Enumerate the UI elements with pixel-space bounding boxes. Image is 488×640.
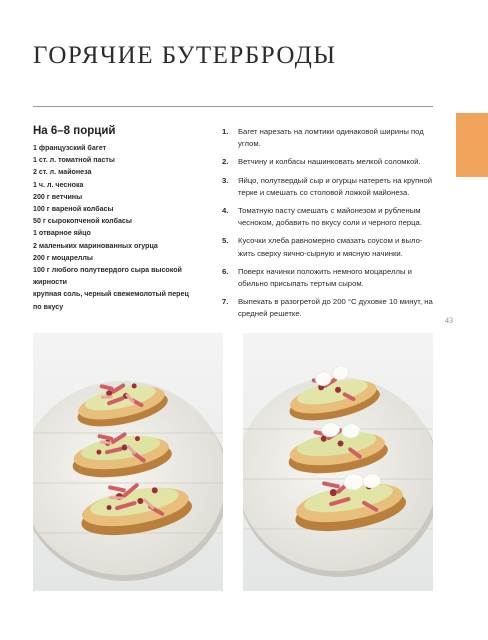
- page-title: ГОРЯЧИЕ БУТЕРБРОДЫ: [33, 42, 337, 69]
- ingredient-item: 100 г вареной колбасы: [33, 205, 114, 214]
- recipe-step: [222, 296, 434, 320]
- step-number: 3.: [222, 175, 229, 185]
- step-number: 1.: [222, 127, 229, 136]
- recipe-step: [222, 205, 434, 229]
- ingredient-item: 1 ст. л. томатной пасты: [33, 156, 115, 165]
- step-number: 6.: [222, 266, 229, 276]
- step-text: Кусочки хлеба равномерно смазать соусом и выложить сверху яично-сырную и мясную начинки.: [238, 236, 423, 258]
- step-text: Поверх начинки положить немного моцареллы и обильно присыпать тертым сыром.: [238, 266, 412, 289]
- ingredient-item: 100 г любого полутвердого сыра высокой жирности: [33, 266, 182, 287]
- ingredients-heading: На 6–8 порций: [33, 125, 116, 137]
- ingredient-item: 50 г сырокопченой колбасы: [33, 217, 132, 226]
- step-text: Выпекать в разогретой до 200 °С духовке 10 минут, на средней решетке.: [238, 297, 433, 319]
- step-text: Томатную пасту смешать с майонезом и рубленым чесноком, добавить по вкусу соли и черного перца.: [238, 206, 422, 228]
- sandwiches-photo-before-baking: [33, 333, 223, 591]
- step-number: 7.: [222, 297, 229, 307]
- ingredient-item: 1 ч. л. чеснока: [33, 180, 84, 189]
- step-text: Багет нарезать на ломтики одинаковой ширины под углом.: [238, 127, 424, 149]
- recipe-step: [222, 235, 434, 259]
- ingredient-item: 2 ст. л. майонеза: [33, 168, 92, 177]
- ingredients-list: [33, 142, 198, 313]
- step-number: 5.: [222, 236, 229, 246]
- ingredient-item: крупная соль, черный свежемолотый перец по вкусу: [33, 290, 189, 311]
- page-number: 43: [445, 316, 453, 325]
- step-number: 4.: [222, 206, 229, 216]
- recipe-step: [222, 266, 434, 290]
- chapter-tab: [456, 113, 488, 177]
- sandwiches-photo-with-mozzarella: [243, 333, 433, 591]
- recipe-steps: [222, 126, 434, 327]
- ingredient-item: 1 отварное яйцо: [33, 229, 91, 238]
- ingredient-item: 200 г моцареллы: [33, 253, 93, 262]
- ingredient-item: 1 французский багет: [33, 144, 107, 152]
- ingredient-item: 200 г ветчины: [33, 192, 83, 201]
- recipe-step: [222, 156, 434, 168]
- recipe-step: [222, 126, 434, 150]
- title-divider: [33, 106, 433, 107]
- step-text: Ветчину и колбасы нашинковать мелкой соломкой.: [238, 157, 421, 167]
- ingredient-item: 2 маленьких маринованных огурца: [33, 241, 158, 250]
- step-text: Яйцо, полутвердый сыр и огурцы натереть на крупной терке и смешать со столовой ложкой майонеза.: [238, 175, 433, 197]
- recipe-step: [222, 175, 434, 199]
- step-number: 2.: [222, 157, 229, 167]
